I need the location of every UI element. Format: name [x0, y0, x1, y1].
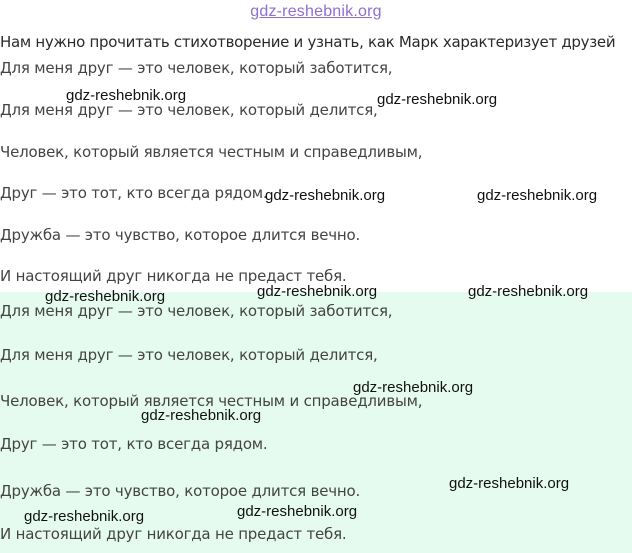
poem-line: Друг — это тот, кто всегда рядом. [0, 184, 268, 202]
watermark: gdz-reshebnik.org [477, 187, 598, 204]
watermark: gdz-reshebnik.org [265, 187, 386, 204]
answer-line: Дружба — это чувство, которое длится вечно. [0, 482, 361, 500]
watermark: gdz-reshebnik.org [66, 87, 187, 104]
watermark: gdz-reshebnik.org [468, 283, 589, 300]
poem-line: Для меня друг — это человек, который делится, [0, 101, 378, 119]
watermark: gdz-reshebnik.org [141, 407, 262, 424]
poem-line: И настоящий друг никогда не предаст тебя. [0, 267, 347, 285]
answer-line: Человек, который является честным и справедливым, [0, 392, 423, 410]
watermark: gdz-reshebnik.org [45, 288, 166, 305]
watermark: gdz-reshebnik.org [257, 283, 378, 300]
poem-line: Дружба — это чувство, которое длится вечно. [0, 226, 361, 244]
answer-line: Для меня друг — это человек, который делится, [0, 346, 378, 364]
watermark: gdz-reshebnik.org [449, 475, 570, 492]
watermark: gdz-reshebnik.org [377, 91, 498, 108]
answer-line: И настоящий друг никогда не предаст тебя. [0, 525, 347, 543]
poem-line: Человек, который является честным и справедливым, [0, 143, 423, 161]
watermark: gdz-reshebnik.org [237, 503, 358, 520]
watermark: gdz-reshebnik.org [353, 379, 474, 396]
watermark: gdz-reshebnik.org [24, 508, 145, 525]
answer-line: Друг — это тот, кто всегда рядом. [0, 435, 268, 453]
answer-line: Для меня друг — это человек, который заботится, [0, 302, 393, 320]
site-header-link[interactable]: gdz-reshebnik.org [250, 3, 382, 20]
task-text: Нам нужно прочитать стихотворение и узнать, как Марк характеризует друзей [0, 33, 616, 51]
poem-line: Для меня друг — это человек, который заботится, [0, 59, 393, 77]
